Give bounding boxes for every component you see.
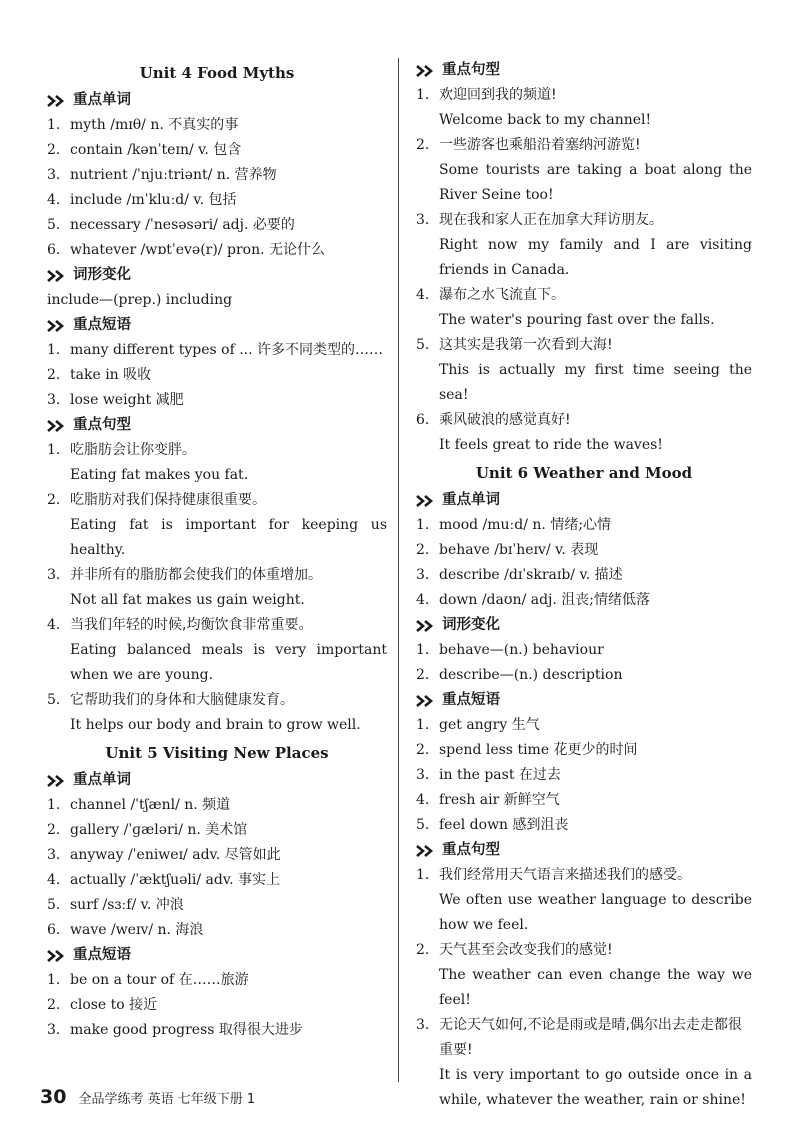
list-item <box>47 1018 387 1043</box>
item-number: 5. <box>47 217 61 233</box>
item-number: 1. <box>47 442 61 458</box>
item-number: 2. <box>47 142 61 158</box>
chinese-sentence: 我们经常用天气语言来描述我们的感受。 <box>439 867 691 883</box>
item-number: 4. <box>47 617 61 633</box>
sentence-list <box>416 83 752 458</box>
chinese-sentence: 天气甚至会改变我们的感觉! <box>439 942 613 958</box>
word-form-list <box>416 638 752 688</box>
right-column <box>416 58 752 1113</box>
item-text: make good progress 取得很大进步 <box>70 1022 303 1038</box>
item-number: 2. <box>47 367 61 383</box>
item-number: 3. <box>47 167 61 183</box>
list-item <box>47 993 387 1018</box>
list-item <box>47 793 387 818</box>
item-text: anyway /ˈeniweɪ/ adv. 尽管如此 <box>70 847 281 863</box>
item-text: describe /dɪˈskraɪb/ v. 描述 <box>439 567 623 583</box>
english-sentence: Right now my family and I are visiting friends in Canada. <box>439 237 752 278</box>
list-item <box>47 363 387 388</box>
item-number: 3. <box>416 567 430 583</box>
english-sentence: The weather can even change the way we feel! <box>439 967 752 1008</box>
chinese-sentence: 这其实是我第一次看到大海! <box>439 337 613 353</box>
item-number: 4. <box>416 792 430 808</box>
sentence-text <box>439 938 752 1013</box>
item-number: 3. <box>416 1017 430 1033</box>
english-sentence: It helps our body and brain to grow well. <box>70 717 361 733</box>
english-sentence: Eating fat is important for keeping us healthy. <box>70 517 387 558</box>
english-sentence: Eating balanced meals is very important when we are young. <box>70 642 387 683</box>
list-item <box>47 113 387 138</box>
double-chevron-icon <box>416 695 434 707</box>
list-item <box>47 818 387 843</box>
item-text: get angry 生气 <box>439 717 540 733</box>
chinese-sentence: 乘风破浪的感觉真好! <box>439 412 571 428</box>
item-number: 1. <box>47 117 61 133</box>
item-text: many different types of ... 许多不同类型的…… <box>70 342 384 358</box>
item-number: 2. <box>47 492 61 508</box>
sentence-text <box>439 208 752 283</box>
item-number: 2. <box>47 997 61 1013</box>
sentence-item <box>47 488 387 563</box>
english-sentence: Welcome back to my channel! <box>439 112 652 128</box>
item-number: 6. <box>47 922 61 938</box>
list-item <box>416 738 752 763</box>
item-text: gallery /ˈɡæləri/ n. 美术馆 <box>70 822 248 838</box>
sentence-item <box>416 83 752 133</box>
unit4-title: Unit 4 Food Myths <box>139 64 295 82</box>
item-number: 5. <box>47 897 61 913</box>
item-text: behave /bɪˈheɪv/ v. 表现 <box>439 542 599 558</box>
sentence-item <box>416 938 752 1013</box>
list-item <box>416 513 752 538</box>
item-text: whatever /wɒtˈevə(r)/ pron. 无论什么 <box>70 242 325 258</box>
item-text: spend less time 花更少的时间 <box>439 742 638 758</box>
english-sentence: Not all fat makes us gain weight. <box>70 592 305 608</box>
sentence-text <box>439 133 752 208</box>
item-number: 5. <box>416 817 430 833</box>
item-text: necessary /ˈnesəsəri/ adj. 必要的 <box>70 217 295 233</box>
sentence-item <box>416 863 752 938</box>
english-sentence: It feels great to ride the waves! <box>439 437 663 453</box>
list-item <box>416 663 752 688</box>
list-item <box>47 338 387 363</box>
double-chevron-icon <box>47 420 65 432</box>
item-number: 1. <box>416 517 430 533</box>
list-item <box>416 638 752 663</box>
list-item <box>47 918 387 943</box>
item-text: contain /kənˈteɪn/ v. 包含 <box>70 142 242 158</box>
sentence-item <box>416 333 752 408</box>
section-key-phrases: 重点短语 <box>47 943 387 968</box>
item-text: nutrient /ˈnjuːtriənt/ n. 营养物 <box>70 167 277 183</box>
sentence-item <box>416 408 752 458</box>
item-number: 2. <box>416 667 430 683</box>
item-number: 5. <box>47 692 61 708</box>
list-item <box>47 238 387 263</box>
item-text: describe—(n.) description <box>439 667 623 683</box>
section-key-sentences: 重点句型 <box>47 413 387 438</box>
english-sentence: The water's pouring fast over the falls. <box>439 312 715 328</box>
list-item <box>416 788 752 813</box>
chinese-sentence: 瀑布之水飞流直下。 <box>439 287 565 303</box>
chinese-sentence: 欢迎回到我的频道! <box>439 87 557 103</box>
sentence-text <box>70 563 387 613</box>
double-chevron-icon <box>416 845 434 857</box>
item-number: 4. <box>47 192 61 208</box>
item-text: close to 接近 <box>70 997 158 1013</box>
word-list <box>416 513 752 613</box>
sentence-text <box>70 488 387 563</box>
item-number: 3. <box>47 567 61 583</box>
sentence-text <box>439 1013 752 1113</box>
item-text: behave—(n.) behaviour <box>439 642 604 658</box>
item-number: 3. <box>416 212 430 228</box>
item-number: 6. <box>47 242 61 258</box>
sentence-item <box>416 208 752 283</box>
phrase-list <box>47 338 387 413</box>
item-number: 1. <box>47 972 61 988</box>
list-item <box>416 588 752 613</box>
sentence-list <box>47 438 387 738</box>
double-chevron-icon <box>47 320 65 332</box>
sentence-item <box>47 438 387 488</box>
sentence-text <box>439 408 752 458</box>
unit6-title: Unit 6 Weather and Mood <box>475 464 693 482</box>
chinese-sentence: 它帮助我们的身体和大脑健康发育。 <box>70 692 294 708</box>
item-number: 2. <box>416 742 430 758</box>
item-number: 4. <box>416 287 430 303</box>
item-text: mood /muːd/ n. 情绪;心情 <box>439 517 612 533</box>
unit5-title: Unit 5 Visiting New Places <box>105 744 329 762</box>
list-item <box>47 843 387 868</box>
english-sentence: We often use weather language to describe how we feel. <box>439 892 752 933</box>
item-number: 2. <box>47 822 61 838</box>
chinese-sentence: 吃脂肪会让你变胖。 <box>70 442 196 458</box>
item-text: down /daʊn/ adj. 沮丧;情绪低落 <box>439 592 650 608</box>
sentence-text <box>439 333 752 408</box>
column-divider <box>398 58 399 1082</box>
double-chevron-icon <box>47 775 65 787</box>
item-text: wave /weɪv/ n. 海浪 <box>70 922 204 938</box>
double-chevron-icon <box>416 620 434 632</box>
list-item <box>47 868 387 893</box>
left-column <box>47 58 387 1043</box>
word-list <box>47 113 387 263</box>
section-key-phrases: 重点短语 <box>47 313 387 338</box>
list-item <box>47 188 387 213</box>
item-text: in the past 在过去 <box>439 767 561 783</box>
word-list <box>47 793 387 943</box>
item-text: be on a tour of 在……旅游 <box>70 972 249 988</box>
list-item <box>47 893 387 918</box>
item-number: 4. <box>47 872 61 888</box>
section-word-forms: 词形变化 <box>416 613 752 638</box>
item-number: 1. <box>416 717 430 733</box>
item-number: 3. <box>416 767 430 783</box>
double-chevron-icon <box>416 65 434 77</box>
list-item <box>47 213 387 238</box>
item-text: include /ɪnˈkluːd/ v. 包括 <box>70 192 237 208</box>
item-number: 2. <box>416 542 430 558</box>
sentence-text <box>439 283 752 333</box>
sentence-item <box>416 283 752 333</box>
sentence-item <box>47 613 387 688</box>
item-text: channel /ˈtʃænl/ n. 频道 <box>70 797 231 813</box>
item-text: actually /ˈæktʃuəli/ adv. 事实上 <box>70 872 281 888</box>
chinese-sentence: 现在我和家人正在加拿大拜访朋友。 <box>439 212 663 228</box>
item-number: 1. <box>47 342 61 358</box>
double-chevron-icon <box>47 950 65 962</box>
chinese-sentence: 并非所有的脂肪都会使我们的体重增加。 <box>70 567 322 583</box>
list-item <box>416 813 752 838</box>
list-item <box>47 163 387 188</box>
chinese-sentence: 当我们年轻的时候,均衡饮食非常重要。 <box>70 617 313 633</box>
sentence-text <box>70 613 387 688</box>
list-item <box>47 968 387 993</box>
sentence-item <box>47 563 387 613</box>
english-sentence: It is very important to go outside once in a while, whatever the weather, rain or shine! <box>439 1067 752 1108</box>
sentence-list <box>416 863 752 1113</box>
english-sentence: This is actually my first time seeing the sea! <box>439 362 752 403</box>
double-chevron-icon <box>416 495 434 507</box>
item-number: 3. <box>47 392 61 408</box>
sentence-text <box>439 863 752 938</box>
list-item <box>416 713 752 738</box>
item-number: 2. <box>416 137 430 153</box>
phrase-list <box>47 968 387 1043</box>
item-number: 3. <box>47 1022 61 1038</box>
list-item <box>416 763 752 788</box>
sentence-text <box>70 438 387 488</box>
section-word-forms: 词形变化 <box>47 263 387 288</box>
chinese-sentence: 吃脂肪对我们保持健康很重要。 <box>70 492 266 508</box>
section-key-sentences: 重点句型 <box>416 58 752 83</box>
word-form-line: include—(prep.) including <box>47 292 233 308</box>
chinese-sentence: 无论天气如何,不论是雨或是晴,偶尔出去走走都很重要! <box>439 1017 742 1058</box>
item-number: 5. <box>416 337 430 353</box>
item-number: 1. <box>416 87 430 103</box>
page-number: 30 <box>40 1086 67 1108</box>
english-sentence: Eating fat makes you fat. <box>70 467 249 483</box>
list-item <box>47 388 387 413</box>
item-number: 6. <box>416 412 430 428</box>
item-number: 1. <box>416 867 430 883</box>
sentence-item <box>416 1013 752 1113</box>
section-key-words: 重点单词 <box>416 488 752 513</box>
sentence-text <box>70 688 387 738</box>
item-number: 2. <box>416 942 430 958</box>
chinese-sentence: 一些游客也乘船沿着塞纳河游览! <box>439 137 641 153</box>
sentence-text <box>439 83 752 133</box>
item-number: 1. <box>416 642 430 658</box>
section-key-words: 重点单词 <box>47 88 387 113</box>
item-text: myth /mɪθ/ n. 不真实的事 <box>70 117 239 133</box>
english-sentence: Some tourists are taking a boat along the River Seine too! <box>439 162 752 203</box>
sentence-item <box>416 133 752 208</box>
phrase-list <box>416 713 752 838</box>
book-title: 全品学练考 英语 七年级下册 1 <box>78 1091 256 1107</box>
page-footer <box>40 1086 255 1108</box>
section-key-words: 重点单词 <box>47 768 387 793</box>
item-text: feel down 感到沮丧 <box>439 817 569 833</box>
sentence-item <box>47 688 387 738</box>
item-number: 1. <box>47 797 61 813</box>
item-text: lose weight 减肥 <box>70 392 184 408</box>
item-number: 3. <box>47 847 61 863</box>
list-item <box>416 538 752 563</box>
section-key-sentences: 重点句型 <box>416 838 752 863</box>
item-number: 4. <box>416 592 430 608</box>
double-chevron-icon <box>47 270 65 282</box>
list-item <box>47 138 387 163</box>
double-chevron-icon <box>47 95 65 107</box>
item-text: fresh air 新鲜空气 <box>439 792 560 808</box>
list-item <box>416 563 752 588</box>
item-text: surf /sɜːf/ v. 冲浪 <box>70 897 184 913</box>
section-key-phrases: 重点短语 <box>416 688 752 713</box>
item-text: take in 吸收 <box>70 367 152 383</box>
